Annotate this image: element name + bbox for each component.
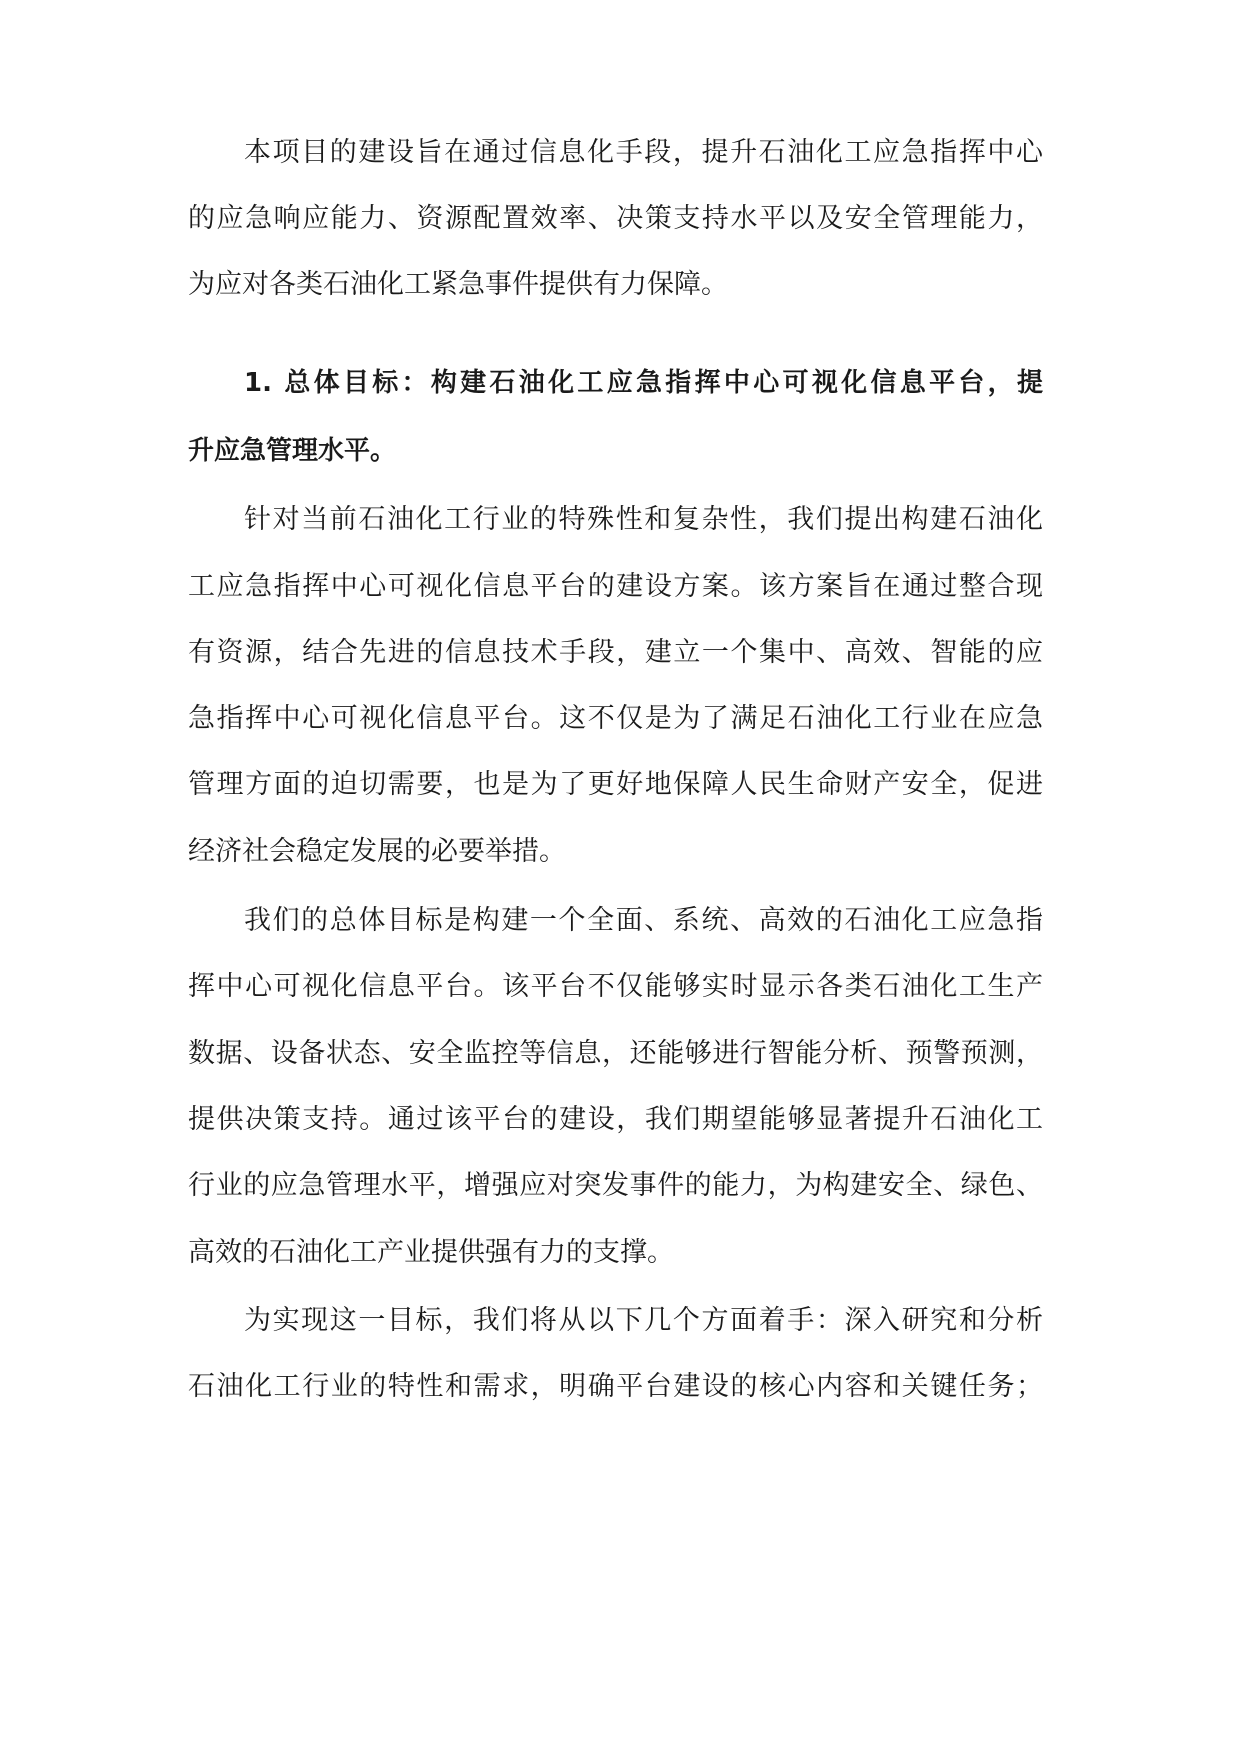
paragraph-1-line-3: 为应对各类石油化工紧急事件提供有力保障。	[188, 269, 728, 300]
section-heading-line-1: 1. 总体目标：构建石油化工应急指挥中心可视化信息平台，提	[244, 368, 1043, 398]
paragraph-3-line-2: 挥中心可视化信息平台。该平台不仅能够实时显示各类石油化工生产	[188, 971, 1043, 1002]
paragraph-3-line-3: 数据、设备状态、安全监控等信息，还能够进行智能分析、预警预测，	[188, 1038, 1043, 1069]
paragraph-3-line-5: 行业的应急管理水平，增强应对突发事件的能力，为构建安全、绿色、	[188, 1170, 1043, 1201]
paragraph-2-line-3: 有资源，结合先进的信息技术手段，建立一个集中、高效、智能的应	[188, 637, 1043, 668]
paragraph-3-line-1: 我们的总体目标是构建一个全面、系统、高效的石油化工应急指	[244, 905, 1043, 936]
paragraph-2-line-4: 急指挥中心可视化信息平台。这不仅是为了满足石油化工行业在应急	[188, 703, 1043, 734]
paragraph-1-line-1: 本项目的建设旨在通过信息化手段，提升石油化工应急指挥中心	[244, 137, 1043, 168]
section-heading-line-2: 升应急管理水平。	[188, 436, 397, 466]
paragraph-3-line-6: 高效的石油化工产业提供强有力的支撑。	[188, 1237, 674, 1268]
paragraph-1-line-2: 的应急响应能力、资源配置效率、决策支持水平以及安全管理能力，	[188, 203, 1043, 234]
paragraph-4-line-1: 为实现这一目标，我们将从以下几个方面着手：深入研究和分析	[244, 1305, 1043, 1336]
paragraph-3-line-4: 提供决策支持。通过该平台的建设，我们期望能够显著提升石油化工	[188, 1104, 1043, 1135]
paragraph-2-line-2: 工应急指挥中心可视化信息平台的建设方案。该方案旨在通过整合现	[188, 571, 1043, 602]
paragraph-2-line-1: 针对当前石油化工行业的特殊性和复杂性，我们提出构建石油化	[244, 504, 1043, 535]
paragraph-2-line-5: 管理方面的迫切需要，也是为了更好地保障人民生命财产安全，促进	[188, 769, 1043, 800]
paragraph-4-line-2: 石油化工行业的特性和需求，明确平台建设的核心内容和关键任务；	[188, 1371, 1043, 1402]
paragraph-2-line-6: 经济社会稳定发展的必要举措。	[188, 836, 566, 867]
